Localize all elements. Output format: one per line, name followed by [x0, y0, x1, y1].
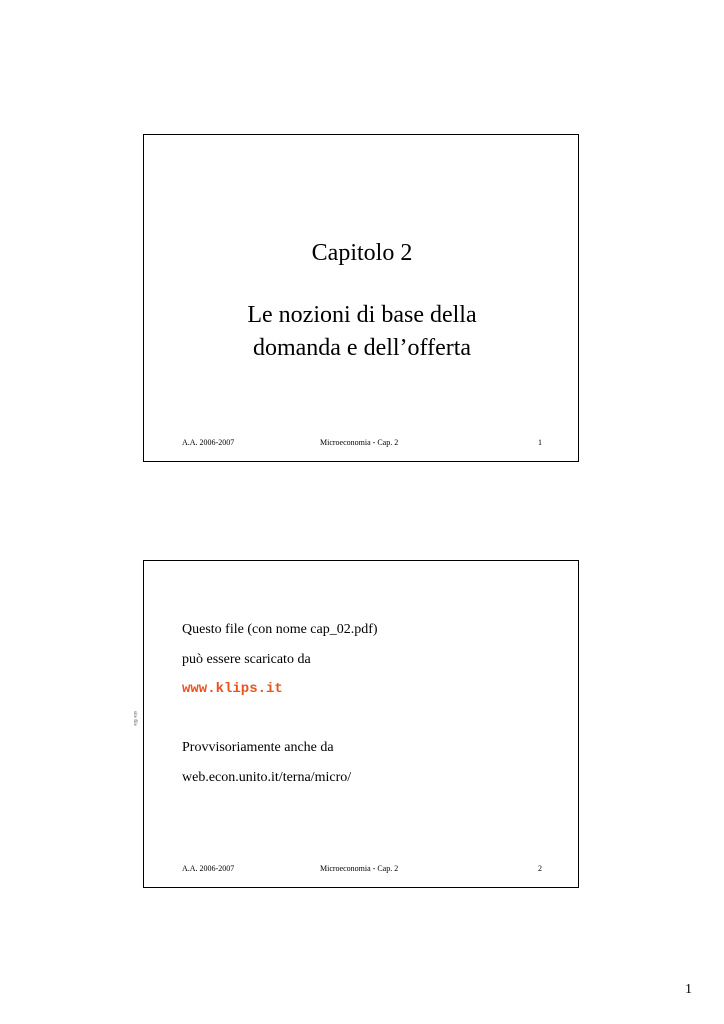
- page-number: 1: [685, 982, 692, 997]
- side-note: site file: [132, 711, 137, 726]
- slide-1: [143, 134, 579, 462]
- slide-2: [143, 560, 579, 888]
- footer-academic-year: A.A. 2006-2007: [182, 864, 235, 873]
- slide-footer: [144, 863, 580, 875]
- slide-title-line-2: domanda e dell’offerta: [252, 335, 472, 361]
- info-line-alternative: Provvisoriamente anche da: [182, 740, 334, 755]
- klips-link[interactable]: www.klips.it: [182, 681, 283, 697]
- info-line-file: Questo file (con nome cap_02.pdf): [182, 622, 378, 637]
- chapter-heading: Capitolo 2: [311, 240, 413, 266]
- slide-title-line-1: Le nozioni di base della: [247, 302, 477, 328]
- footer-course: Microeconomia - Cap. 2: [320, 438, 399, 447]
- footer-slide-number: 2: [538, 864, 542, 873]
- slide-title: [144, 299, 580, 365]
- info-line-download: può essere scaricato da: [182, 652, 311, 667]
- slide-footer: [144, 437, 580, 449]
- footer-course: Microeconomia - Cap. 2: [320, 864, 399, 873]
- econ-unito-url[interactable]: web.econ.unito.it/terna/micro/: [182, 770, 352, 785]
- footer-slide-number: 1: [538, 438, 542, 447]
- footer-academic-year: A.A. 2006-2007: [182, 438, 235, 447]
